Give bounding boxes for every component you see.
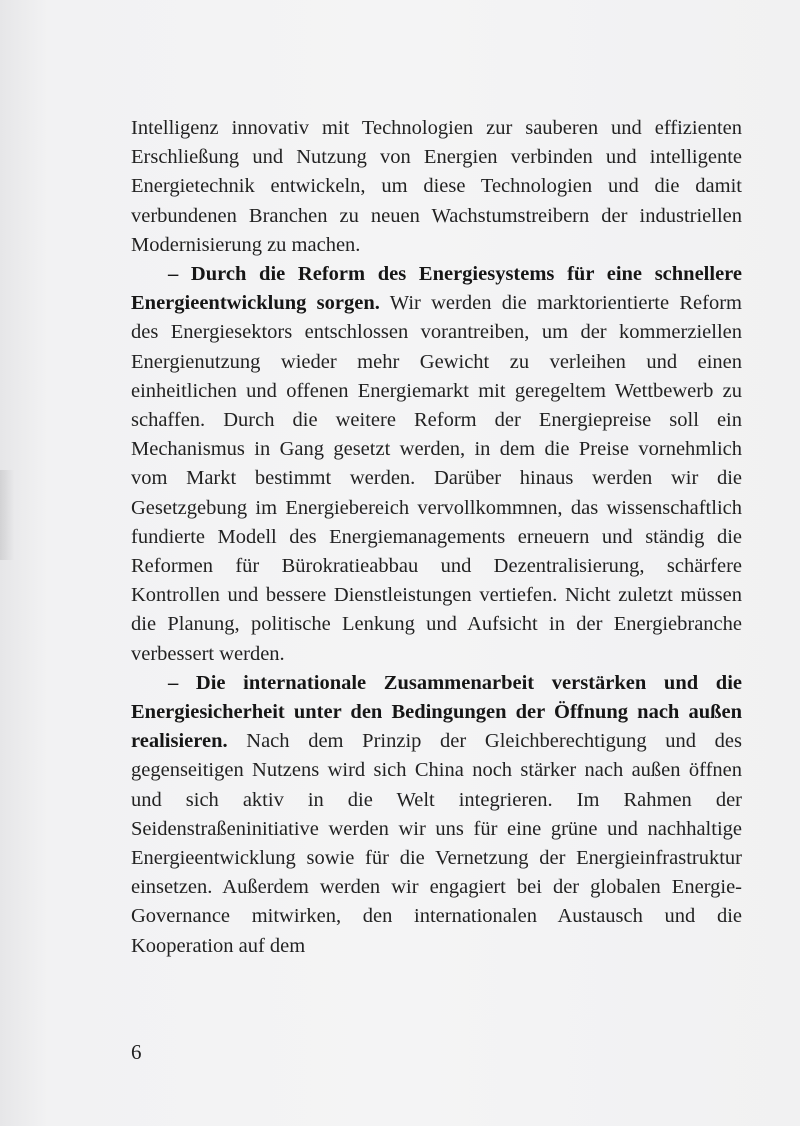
paragraph-text: Wir werden die marktorientierte Reform des Energiesektors entschlossen vorantreiben, um der kommerziellen Energienutzung wieder mehr Gewicht zu verleihen und einen einheitlichen und offenen Energiemarkt mit geregeltem Wettbewerb zu schaffen. Durch die weitere Reform der Energiepreise soll ein Mechanismus in Gang gesetzt werden, in dem die Preise vornehmlich vom Markt bestimmt werden. Darüber hinaus werden wir die Gesetzgebung im Energiebereich vervollkommnen, das wissenschaftlich fundierte Modell des Energiemanagements erneuern und ständig die Reformen für Bürokratieabbau und Dezentralisierung, schärfere Kontrollen und bessere Dienstleistungen vertiefen. Nicht zuletzt müssen die Planung, politische Lenkung und Aufsicht in der Energiebranche verbessert werden. [131,292,743,665]
paragraph-international-cooperation [131,669,742,961]
paragraph-continuation [131,114,742,260]
paragraph-text: Nach dem Prinzip der Gleichberechtigung und des gegenseitigen Nutzens wird sich China noch stärker nach außen öffnen und sich aktiv in die Welt integrieren. Im Rahmen der Seidenstraßeninitiative werden wir uns für eine grüne und nachhaltige Energieentwicklung sowie für die Vernetzung der Energieinfrastruktur einsetzen. Außerdem werden wir engagiert bei der globalen Energie-Governance mitwirken, den internationalen Austausch und die Kooperation auf dem [131,730,742,957]
paragraph-heading: – Die internationale Zusammenarbeit verstärken und die Energiesicherheit unter den Bedingungen der Öffnung nach außen realisieren. [131,671,742,753]
paragraph-heading: – Durch die Reform des Energiesystems für eine schnellere Energieentwicklung sorgen. [131,263,742,315]
page-edge-shadow [0,470,14,560]
body-text [131,114,742,961]
page-number: 6 [131,1040,142,1064]
paragraph-text: Intelligenz innovativ mit Technologien zur sauberen und effizienten Erschließung und Nutzung von Energien verbinden und intelligente Energietechnik entwickeln, um diese Technologien und die damit verbundenen Branchen zu neuen Wachstumstreibern der industriellen Modernisierung zu machen. [131,117,742,256]
paragraph-energy-reform [131,260,742,669]
